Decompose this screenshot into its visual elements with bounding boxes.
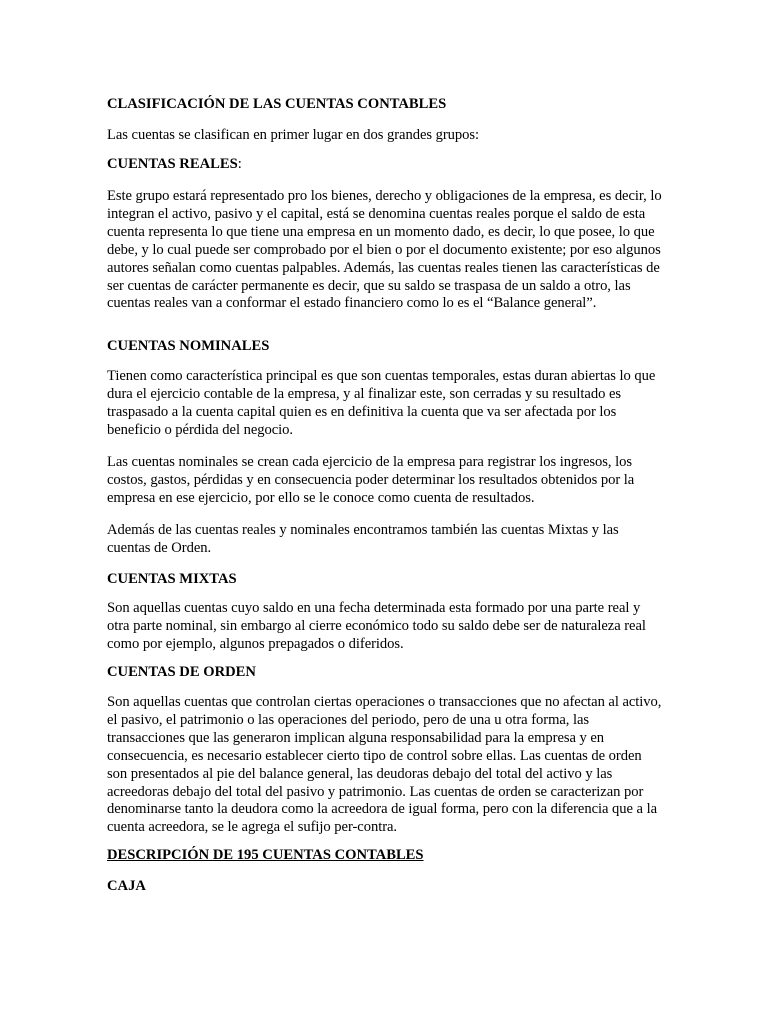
heading-descripcion-cuentas: DESCRIPCIÓN DE 195 CUENTAS CONTABLES bbox=[107, 847, 424, 863]
heading-cuentas-nominales: CUENTAS NOMINALES bbox=[107, 338, 270, 354]
heading-cuentas-reales-colon: : bbox=[237, 156, 242, 172]
paragraph-cuentas-mixtas: Son aquellas cuentas cuyo saldo en una fecha determinada esta formado por una parte real y otra parte nominal, sin embargo al cierre económico todo su saldo debe ser de naturaleza real como por ejemplo, algunos prepagados o diferidos. bbox=[107, 600, 646, 652]
heading-cuentas-de-orden: CUENTAS DE ORDEN bbox=[107, 664, 256, 680]
heading-cuentas-reales-text: CUENTAS REALES bbox=[107, 156, 238, 172]
paragraph-cuentas-de-orden: Son aquellas cuentas que controlan ciertas operaciones o transacciones que no afectan al activo, el pasivo, el patrimonio o las operaciones del periodo, pero de una u otra forma, las transacciones que las generaron implican alguna responsabilidad para la empresa y en consecuencia, es necesario establecer cierto tipo de control sobre ellas. Las cuentas de orden son presentados al pie del balance general, las deudoras debajo del total del activo y las acreedoras debajo del total del pasivo y patrimonio. Las cuentas de orden se caracterizan por denominarse tanto la deudora como la acreedora de igual forma, pero con la diferencia que a la cuenta acreedora, se le agrega el sufijo per-contra. bbox=[107, 694, 662, 836]
heading-cuentas-reales bbox=[107, 155, 242, 173]
paragraph-cuentas-nominales-3: Además de las cuentas reales y nominales encontramos también las cuentas Mixtas y las cuentas de Orden. bbox=[107, 522, 619, 556]
paragraph-cuentas-reales: Este grupo estará representado pro los bienes, derecho y obligaciones de la empresa, es decir, lo integran el activo, pasivo y el capital, está se denomina cuentas reales porque el saldo de esta cuenta representa lo que tiene una empresa en un momento dado, es decir, lo que posee, lo que debe, y lo cual puede ser comprobado por el bien o por el documento existente; por eso algunos autores señalan como cuentas palpables. Además, las cuentas reales tienen las características de ser cuentas de carácter permanente es decir, que su saldo se traspasa de un saldo a otro, las cuentas reales van a conformar el estado financiero como lo es el “Balance general”. bbox=[107, 188, 662, 312]
paragraph-cuentas-nominales-2: Las cuentas nominales se crean cada ejercicio de la empresa para registrar los ingresos, los costos, gastos, pérdidas y en consecuencia poder determinar los resultados obtenidos por la empresa en ese ejercicio, por ello se le conoce como cuenta de resultados. bbox=[107, 454, 635, 506]
paragraph-cuentas-nominales-1: Tienen como característica principal es que son cuentas temporales, estas duran abiertas lo que dura el ejercicio contable de la empresa, y al finalizar este, son cerradas y su resultado es traspasado a la cuenta capital quien es en definitiva la cuenta que va ser afectada por los beneficio o pérdida del negocio. bbox=[107, 368, 656, 438]
intro-paragraph: Las cuentas se clasifican en primer lugar en dos grandes grupos: bbox=[107, 127, 480, 143]
heading-cuentas-mixtas: CUENTAS MIXTAS bbox=[107, 571, 237, 587]
heading-caja: CAJA bbox=[107, 878, 146, 894]
document-title: CLASIFICACIÓN DE LAS CUENTAS CONTABLES bbox=[107, 96, 447, 112]
